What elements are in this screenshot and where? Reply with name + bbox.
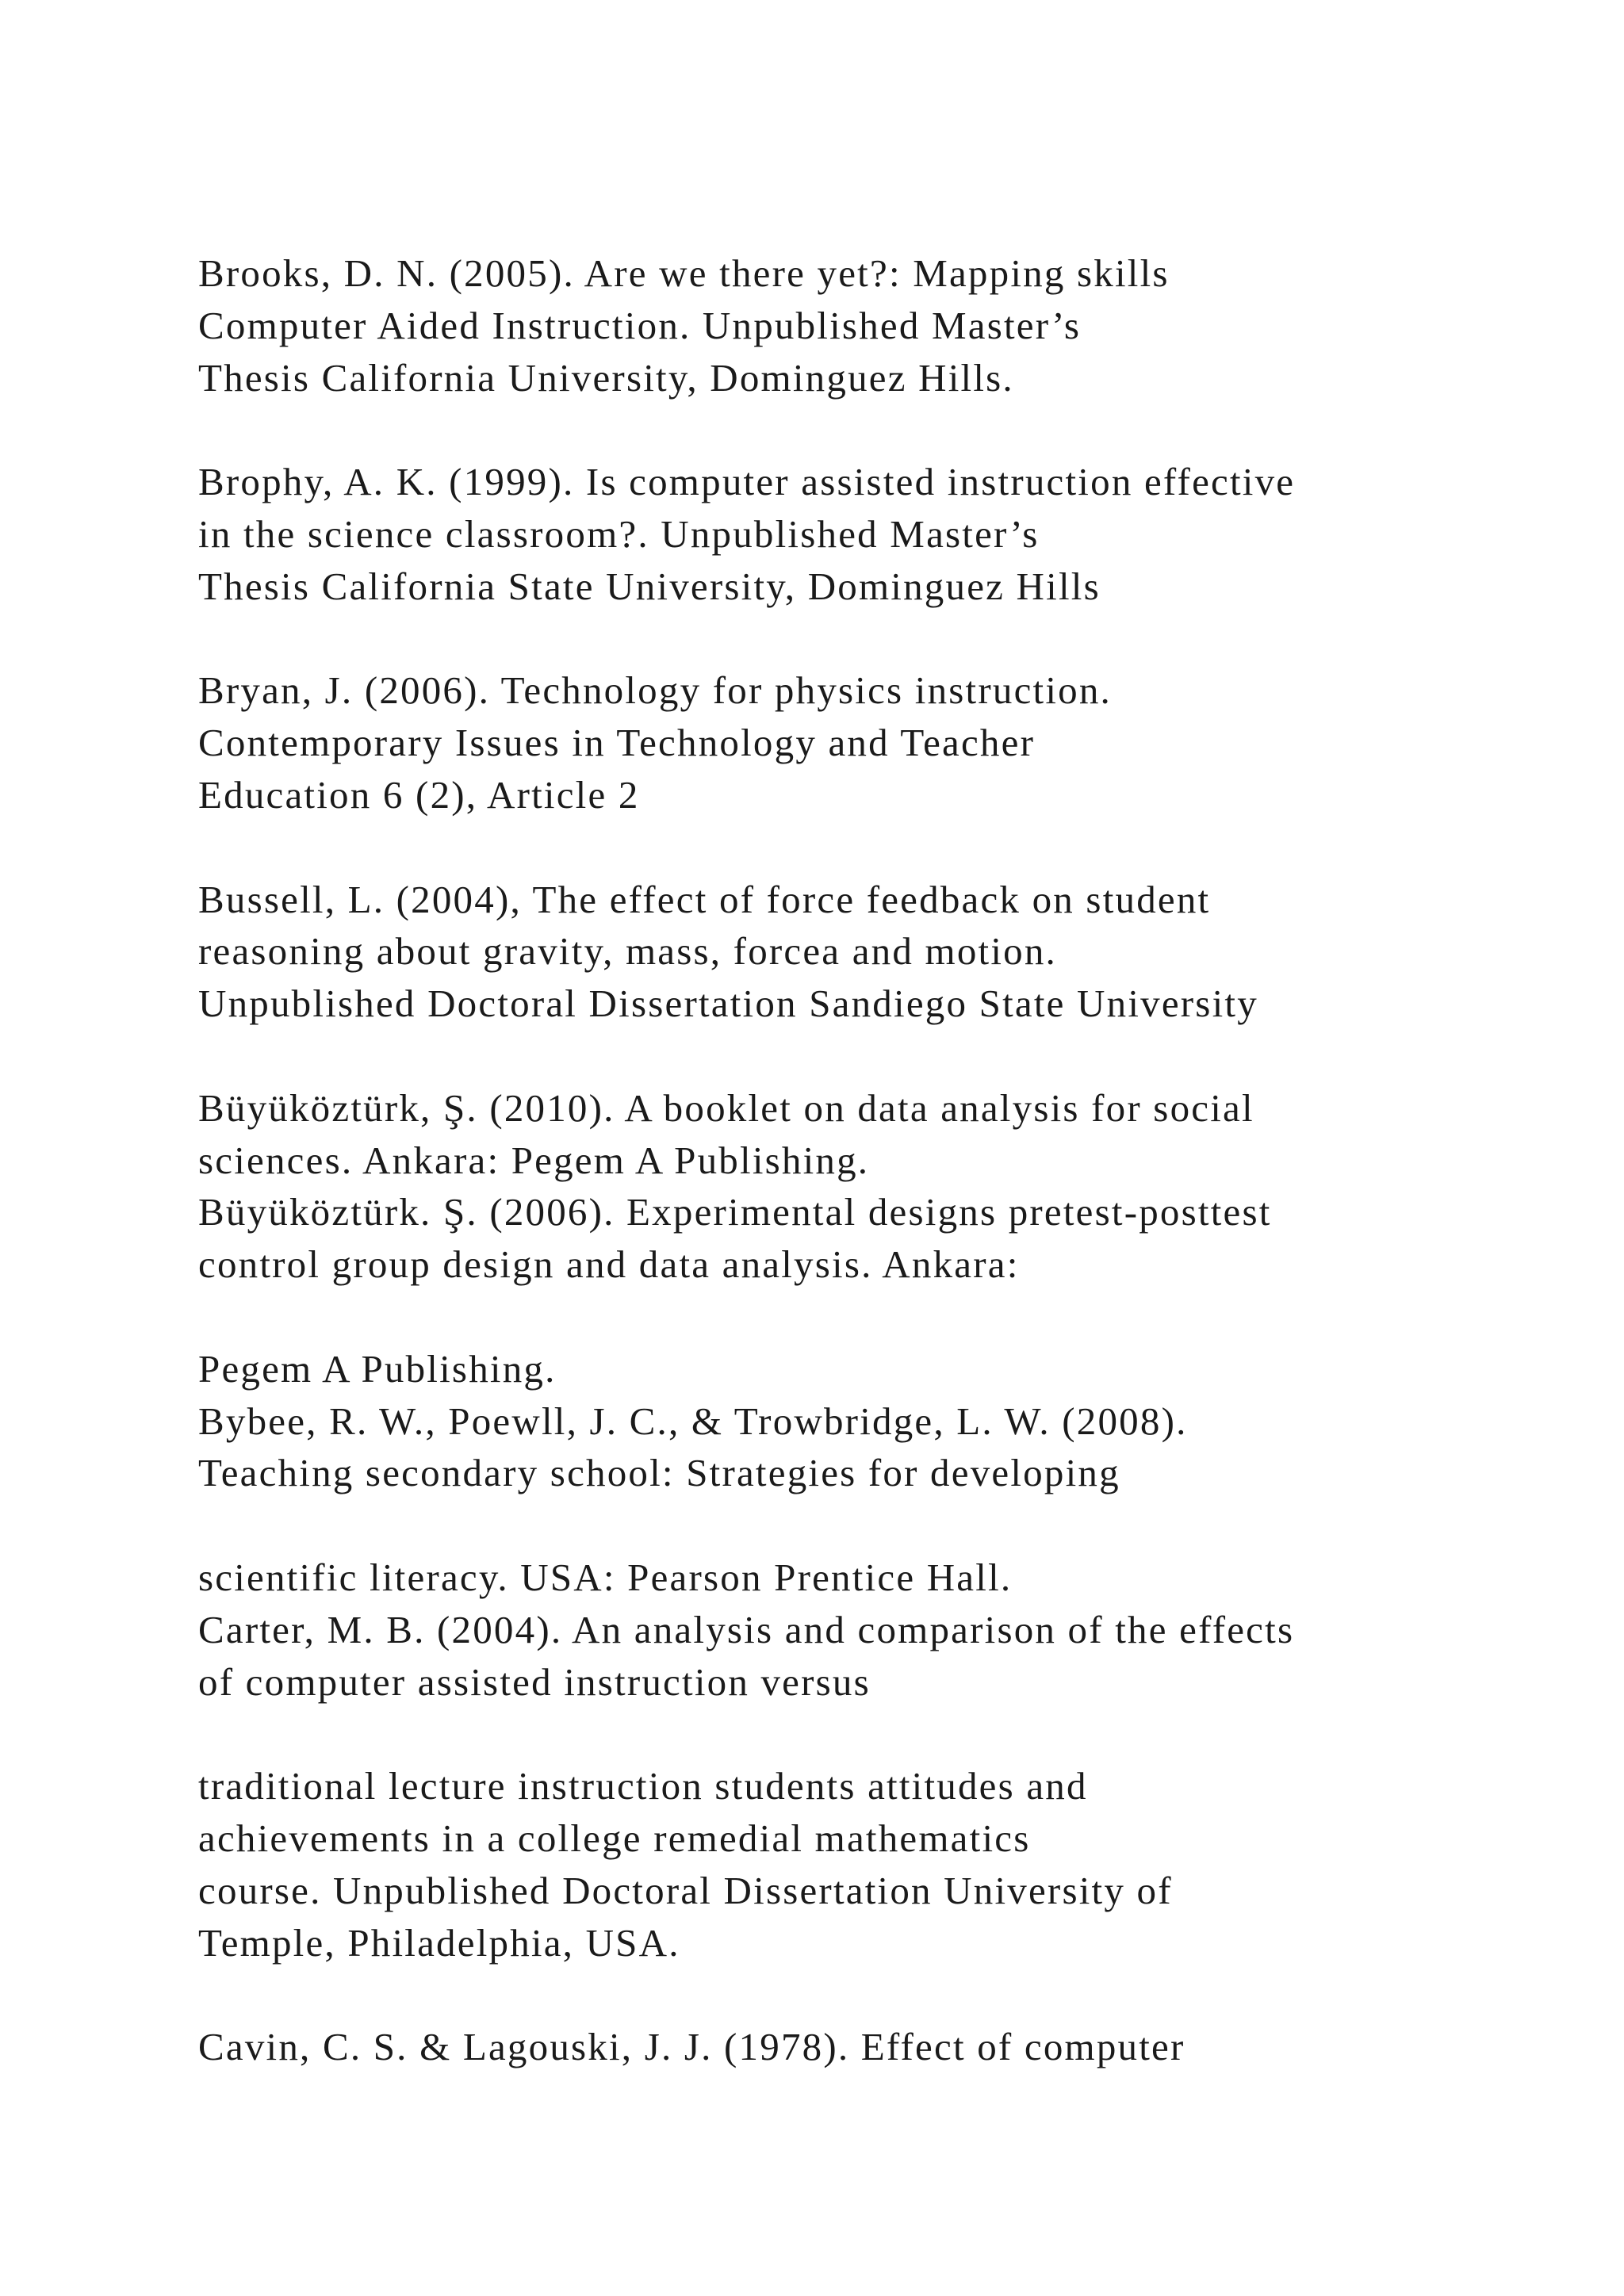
- reference-line: Contemporary Issues in Technology and Teacher: [198, 721, 1036, 765]
- reference-line: Brophy, A. K. (1999). Is computer assisted instruction effective: [198, 460, 1296, 504]
- blank-line: [198, 821, 1562, 874]
- reference-line: Brooks, D. N. (2005). Are we there yet?: Mapping skills: [198, 251, 1170, 295]
- blank-line: [198, 1291, 1562, 1343]
- reference-line: Büyüköztürk. Ş. (2006). Experimental designs pretest-posttest: [198, 1190, 1272, 1234]
- reference-line: achievements in a college remedial mathematics: [198, 1816, 1031, 1860]
- reference-line: Thesis California State University, Dominguez Hills: [198, 564, 1101, 608]
- reference-line: Pegem A Publishing.: [198, 1346, 557, 1391]
- reference-line: Carter, M. B. (2004). An analysis and comparison of the effects: [198, 1607, 1295, 1651]
- reference-line: Bybee, R. W., Poewll, J. C., & Trowbridge, L. W. (2008).: [198, 1399, 1188, 1443]
- reference-line: of computer assisted instruction versus: [198, 1659, 871, 1704]
- reference-line: Education 6 (2), Article 2: [198, 772, 640, 817]
- reference-line: Computer Aided Instruction. Unpublished Master’s: [198, 303, 1082, 347]
- blank-line: [198, 404, 1562, 456]
- reference-line: Bussell, L. (2004), The effect of force feedback on student: [198, 877, 1211, 921]
- reference-line: traditional lecture instruction students attitudes and: [198, 1764, 1088, 1808]
- reference-line: in the science classroom?. Unpublished Master’s: [198, 511, 1040, 556]
- reference-line: Thesis California University, Dominguez Hills.: [198, 355, 1014, 400]
- reference-line: scientific literacy. USA: Pearson Prentice Hall.: [198, 1555, 1013, 1599]
- reference-line: Teaching secondary school: Strategies for developing: [198, 1451, 1120, 1495]
- blank-line: [198, 1499, 1562, 1552]
- reference-line: Temple, Philadelphia, USA.: [198, 1920, 680, 1965]
- reference-line: sciences. Ankara: Pegem A Publishing.: [198, 1138, 870, 1182]
- blank-line: [198, 1708, 1562, 1760]
- reference-line: Bryan, J. (2006). Technology for physics instruction.: [198, 668, 1113, 713]
- reference-line: reasoning about gravity, mass, forcea and motion.: [198, 929, 1057, 974]
- reference-line: Büyüköztürk, Ş. (2010). A booklet on data analysis for social: [198, 1085, 1254, 1130]
- blank-line: [198, 1969, 1562, 2021]
- blank-line: [198, 613, 1562, 665]
- reference-line: control group design and data analysis. Ankara:: [198, 1242, 1020, 1287]
- reference-line: Cavin, C. S. & Lagouski, J. J. (1978). Effect of computer: [198, 2025, 1185, 2069]
- blank-line: [198, 1030, 1562, 1082]
- reference-line: course. Unpublished Doctoral Dissertation University of: [198, 1868, 1173, 1912]
- reference-list: [198, 247, 1562, 2073]
- reference-line: Unpublished Doctoral Dissertation Sandiego State University: [198, 982, 1258, 1026]
